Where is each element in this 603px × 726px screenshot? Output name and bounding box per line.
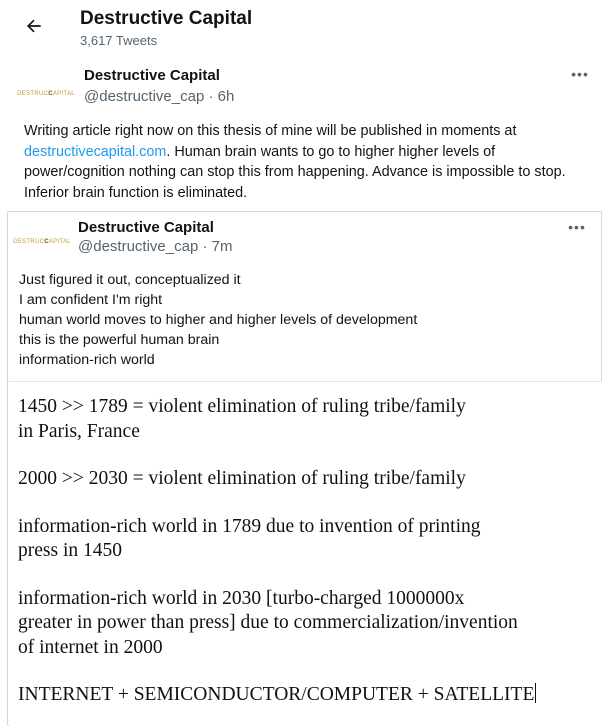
separator: · — [202, 238, 208, 255]
more-icon: ••• — [571, 66, 589, 82]
quote-line: this is the powerful human brain — [19, 332, 220, 348]
arrow-left-icon — [24, 16, 44, 41]
tweet-text-part: . Human brain wants to go to higher higher levels of power/cognition nothing can stop this from happening. Advance is impossible to stop. Inferior brain function is eliminated. — [24, 143, 566, 201]
handle-line — [84, 88, 234, 105]
image-line: 1450 >> 1789 = violent elimination of ruling tribe/family — [18, 396, 466, 417]
text-cursor — [535, 683, 536, 703]
destructive-capital-logo: DESTRUCCAPITAL — [13, 239, 71, 245]
tweet-text-part: Writing article right now on this thesis of mine will be published in moments at — [24, 123, 517, 139]
tweet-text — [24, 121, 584, 203]
back-button[interactable] — [18, 12, 50, 44]
image-line: information-rich world in 1789 due to invention of printing — [18, 515, 481, 537]
quote-display-name: Destructive Capital — [78, 219, 214, 236]
quote-line: human world moves to higher and higher levels of development — [19, 312, 418, 328]
image-line: 2000 >> 2030 = violent elimination of ruling tribe/family — [18, 468, 466, 489]
tweet-count: 3,617 Tweets — [80, 33, 158, 48]
display-name[interactable]: Destructive Capital — [84, 67, 220, 84]
more-options-button[interactable] — [570, 66, 590, 82]
image-line: in Paris, France — [18, 420, 140, 442]
header-title: Destructive Capital — [80, 8, 253, 29]
separator: · — [208, 88, 214, 105]
more-icon: ••• — [568, 219, 586, 235]
quote-text — [19, 270, 579, 370]
image-line: press in 1450 — [18, 540, 122, 561]
destructive-capital-logo: DESTRUCCAPITAL — [17, 91, 75, 97]
image-line: greater in power than press] due to commercialization/invention — [18, 612, 518, 633]
image-paragraph — [18, 683, 593, 708]
image-paragraph — [18, 467, 593, 492]
quote-avatar — [13, 222, 71, 262]
quote-line: Just figured it out, conceptualized it — [19, 272, 241, 288]
quote-line: information-rich world — [19, 352, 155, 368]
image-paragraph — [18, 395, 593, 444]
avatar[interactable] — [17, 70, 75, 118]
image-paragraph — [18, 515, 593, 564]
quote-image-text — [18, 395, 593, 708]
tweet-link[interactable]: destructivecapital.com — [24, 143, 167, 160]
image-line: information-rich world in 2030 [turbo-charged 1000000x — [18, 587, 465, 609]
image-paragraph — [18, 587, 593, 661]
timestamp[interactable]: 6h — [217, 88, 235, 105]
handle[interactable]: @destructive_cap — [84, 88, 205, 105]
quote-timestamp: 7m — [211, 238, 233, 255]
image-line: INTERNET + SEMICONDUCTOR/COMPUTER + SATELLITE — [18, 684, 535, 705]
profile-header — [0, 0, 603, 56]
image-line: of internet in 2000 — [18, 636, 163, 658]
quote-more-options-button[interactable] — [567, 219, 587, 235]
quote-handle: @destructive_cap — [78, 238, 199, 255]
quote-line: I am confident I'm right — [19, 292, 163, 308]
quote-handle-line — [78, 238, 232, 255]
